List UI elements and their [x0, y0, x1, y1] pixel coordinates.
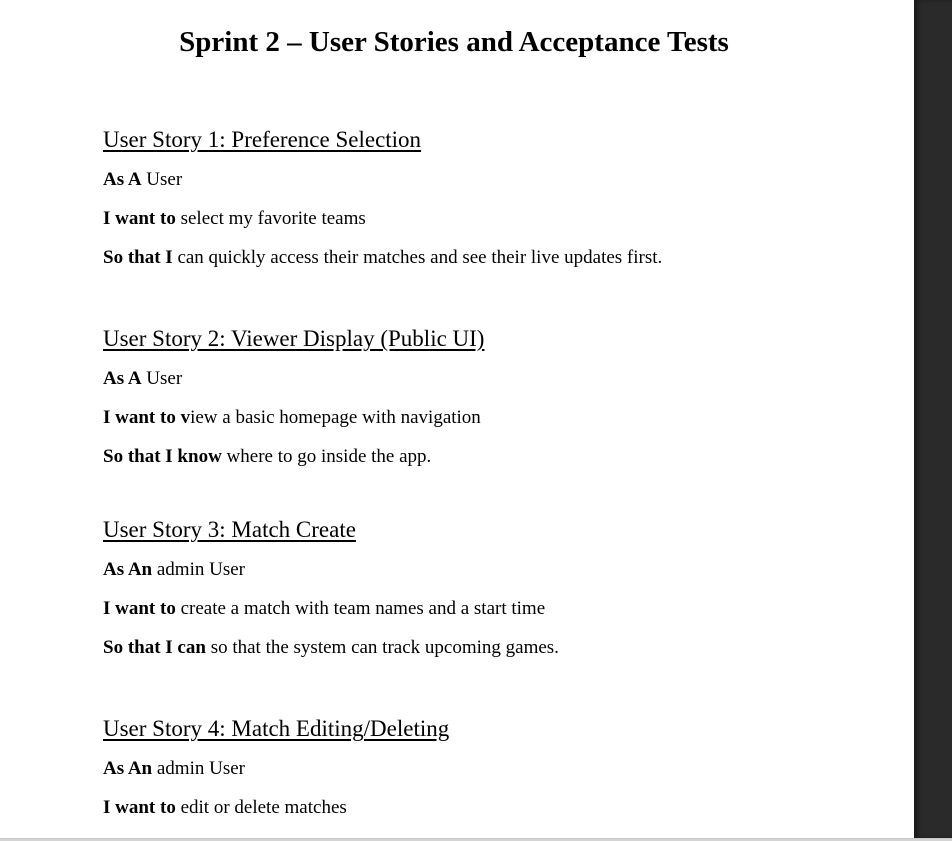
user-story-2 [103, 325, 484, 469]
story-heading: User Story 4: Match Editing/Deleting [103, 716, 450, 741]
story-keyword: So that I can [103, 637, 206, 658]
story-keyword: As A [103, 169, 142, 190]
story-keyword: I want to [103, 208, 176, 229]
story-text: so that the system can track upcoming games. [205, 637, 559, 658]
story-text: select my favorite teams [175, 208, 366, 229]
story-heading: User Story 3: Match Create [103, 517, 356, 542]
story-text: User [141, 169, 183, 190]
story-text: admin User [152, 758, 245, 779]
story-role-line [103, 367, 484, 391]
story-keyword: So that I know [103, 446, 222, 467]
story-want-line [103, 406, 484, 430]
story-role-line [103, 757, 449, 781]
story-want-line [103, 207, 662, 231]
story-keyword: As An [103, 758, 153, 779]
story-want-line [103, 597, 559, 621]
user-story-1 [103, 126, 662, 270]
story-keyword: As An [103, 559, 153, 580]
story-text: admin User [152, 559, 245, 580]
story-benefit-line [103, 636, 559, 660]
story-keyword: I want to v [103, 407, 191, 428]
story-text: can quickly access their matches and see their live updates first. [172, 247, 663, 268]
story-benefit-line [103, 246, 662, 270]
document-title: Sprint 2 – User Stories and Acceptance Tests [179, 26, 729, 58]
story-keyword: I want to [103, 598, 176, 619]
user-story-4 [103, 715, 449, 820]
story-keyword: So that I [103, 247, 173, 268]
story-benefit-line [103, 445, 484, 469]
viewer-side-panel [914, 0, 952, 838]
story-text: create a match with team names and a start time [175, 598, 546, 619]
user-story-3 [103, 516, 559, 660]
story-keyword: I want to [103, 797, 176, 818]
story-keyword: As A [103, 368, 142, 389]
story-want-line [103, 796, 449, 820]
story-heading: User Story 1: Preference Selection [103, 127, 422, 152]
story-role-line [103, 558, 559, 582]
story-text: where to go inside the app. [221, 446, 432, 467]
story-text: edit or delete matches [175, 797, 347, 818]
story-text: User [141, 368, 183, 389]
story-heading: User Story 2: Viewer Display (Public UI) [103, 326, 485, 351]
story-text: iew a basic homepage with navigation [190, 407, 481, 428]
story-role-line [103, 168, 662, 192]
